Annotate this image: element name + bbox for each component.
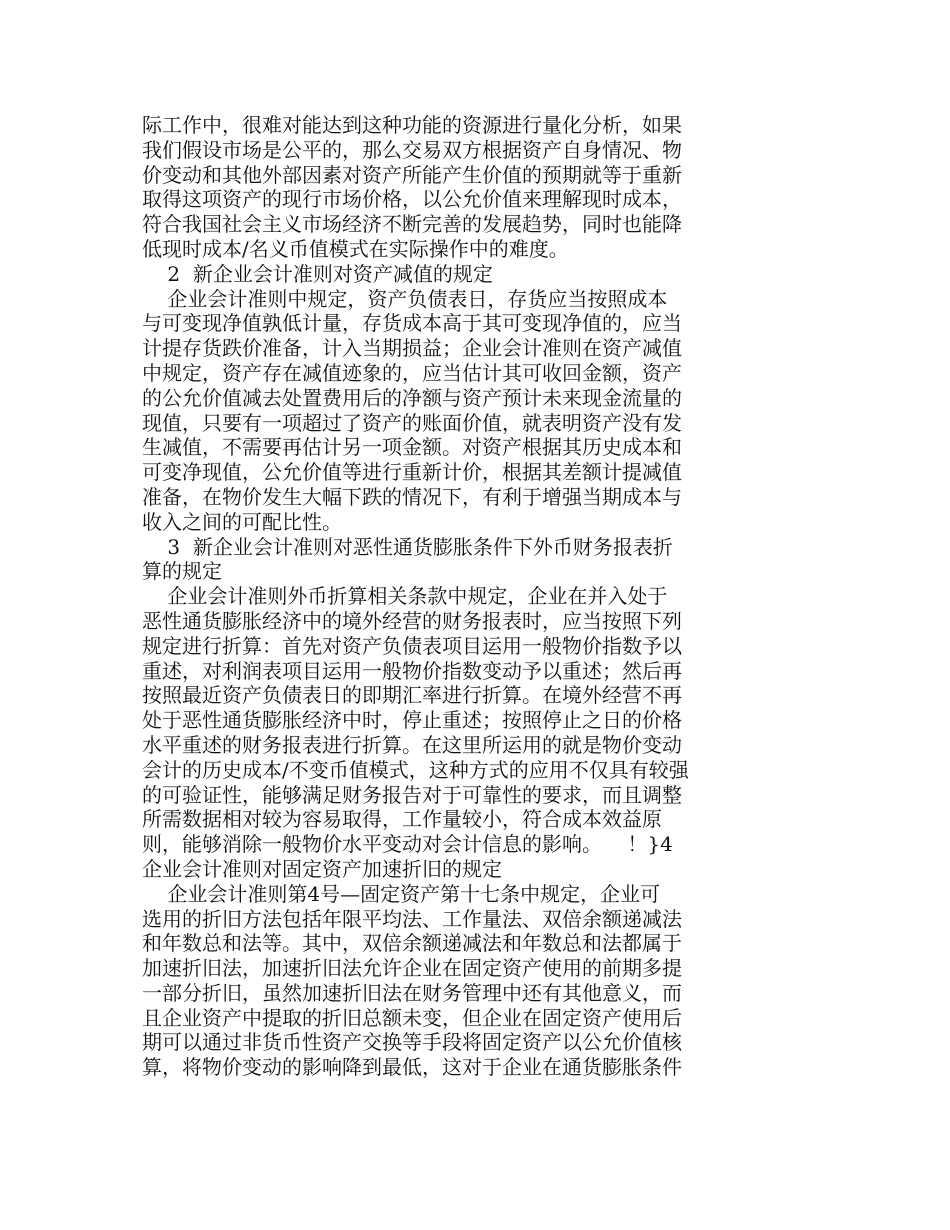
text-line: 生减值，不需要再估计另一项金额。对资产根据其历史成本和 bbox=[142, 435, 682, 460]
text-line: 企业会计准则中规定，资产负债表日，存货应当按照成本 bbox=[142, 286, 668, 311]
section-heading-3-cont: 算的规定 bbox=[142, 559, 222, 584]
text-line: 且企业资产中提取的折旧总额未变，但企业在固定资产使用后 bbox=[142, 1005, 682, 1030]
text-line: 现值，只要有一项超过了资产的账面价值，就表明资产没有发 bbox=[142, 410, 682, 435]
text-line: 可变净现值，公允价值等进行重新计价，根据其差额计提减值 bbox=[142, 460, 682, 485]
text-line: 低现时成本/名义币值模式在实际操作中的难度。 bbox=[142, 236, 569, 261]
text-line: 重述，对利润表项目运用一般物价指数变动予以重述；然后再 bbox=[142, 658, 682, 683]
text-line: 计提存货跌价准备，计入当期损益；企业会计准则在资产减值 bbox=[142, 336, 682, 361]
text-line: 价变动和其他外部因素对资产所能产生价值的预期就等于重新 bbox=[142, 162, 682, 187]
body-text bbox=[142, 113, 742, 1080]
text-line: 的可验证性，能够满足财务报告对于可靠性的要求，而且调整 bbox=[142, 782, 682, 807]
text-line: 选用的折旧方法包括年限平均法、工作量法、双倍余额递减法 bbox=[142, 906, 682, 931]
text-line: 和年数总和法等。其中，双倍余额递减法和年数总和法都属于 bbox=[142, 931, 682, 956]
section-heading-3: 3 新企业会计准则对恶性通货膨胀条件下外币财务报表折 bbox=[142, 534, 673, 559]
text-line: 处于恶性通货膨胀经济中时，停止重述；按照停止之日的价格 bbox=[142, 708, 682, 733]
text-line: 中规定，资产存在减值迹象的，应当估计其可收回金额，资产 bbox=[142, 360, 682, 385]
text-line: 按照最近资产负债表日的即期汇率进行折算。在境外经营不再 bbox=[142, 683, 682, 708]
section-heading-4: 企业会计准则对固定资产加速折旧的规定 bbox=[142, 856, 502, 881]
text-line: 我们假设市场是公平的，那么交易双方根据资产自身情况、物 bbox=[142, 137, 682, 162]
text-line: 收入之间的可配比性。 bbox=[142, 509, 342, 534]
text-line: 期可以通过非货币性资产交换等手段将固定资产以公允价值核 bbox=[142, 1030, 682, 1055]
section-heading-2: 2 新企业会计准则对资产减值的规定 bbox=[142, 261, 493, 286]
text-line: 准备，在物价发生大幅下跌的情况下，有利于增强当期成本与 bbox=[142, 484, 682, 509]
text-line: 企业会计准则第4号—固定资产第十七条中规定，企业可 bbox=[142, 881, 661, 906]
text-line: 算，将物价变动的影响降到最低，这对于企业在通货膨胀条件 bbox=[142, 1055, 682, 1080]
text-line: 则，能够消除一般物价水平变动对会计信息的影响。 ！}4 bbox=[142, 832, 673, 857]
text-line: 取得这项资产的现行市场价格，以公允价值来理解现时成本， bbox=[142, 187, 682, 212]
text-line: 规定进行折算：首先对资产负债表项目运用一般物价指数予以 bbox=[142, 633, 682, 658]
text-line: 一部分折旧，虽然加速折旧法在财务管理中还有其他意义，而 bbox=[142, 980, 682, 1005]
text-line: 与可变现净值孰低计量，存货成本高于其可变现净值的，应当 bbox=[142, 311, 682, 336]
text-line: 的公允价值减去处置费用后的净额与资产预计未来现金流量的 bbox=[142, 385, 682, 410]
text-line: 企业会计准则外币折算相关条款中规定，企业在并入处于 bbox=[142, 584, 668, 609]
text-line: 所需数据相对较为容易取得，工作量较小，符合成本效益原 bbox=[142, 807, 662, 832]
text-line: 符合我国社会主义市场经济不断完善的发展趋势，同时也能降 bbox=[142, 212, 682, 237]
text-line: 会计的历史成本/不变币值模式，这种方式的应用不仅具有较强 bbox=[142, 757, 689, 782]
text-line: 恶性通货膨胀经济中的境外经营的财务报表时，应当按照下列 bbox=[142, 608, 682, 633]
text-line: 加速折旧法，加速折旧法允许企业在固定资产使用的前期多提 bbox=[142, 956, 682, 981]
text-line: 际工作中，很难对能达到这种功能的资源进行量化分析，如果 bbox=[142, 113, 682, 137]
text-line: 水平重述的财务报表进行折算。在这里所运用的就是物价变动 bbox=[142, 732, 682, 757]
